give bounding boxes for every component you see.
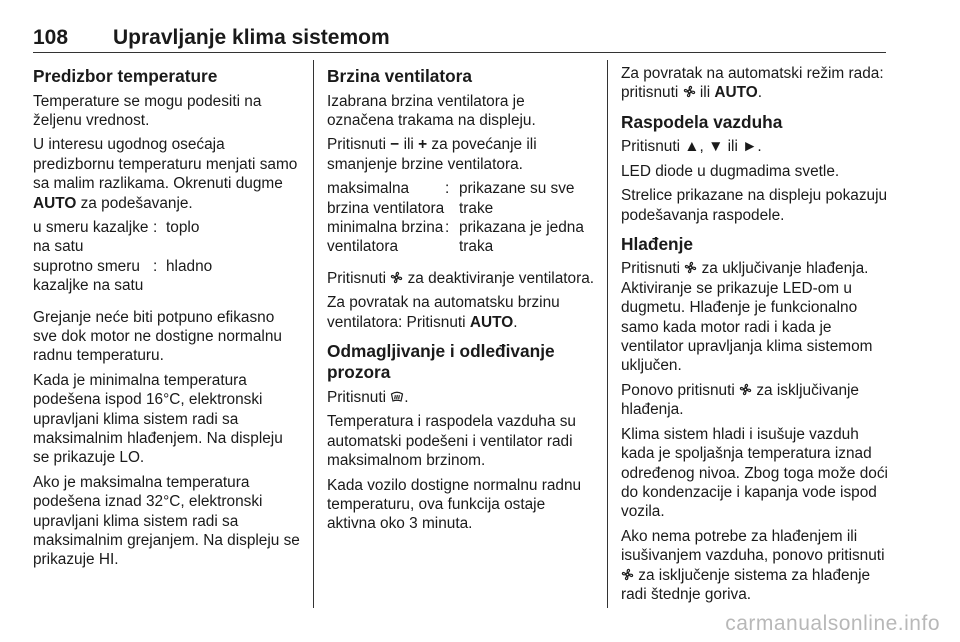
paragraph [327,388,595,407]
text: Pritisnuti [327,269,391,287]
windscreen-defrost-icon [390,389,404,403]
auto-key-label: AUTO [714,84,758,102]
column-divider [313,60,314,608]
paragraph [33,135,301,213]
paragraph: Kada je minimalna temperatura podešena ispod 16°C, elektronski upravljani klima sistem radi sa maksimalnim hlađenjem. Na displeju se prikazuje LO. [33,371,283,467]
table-cell-left: maksimalna brzina ventilatora [327,180,445,217]
column-2 [327,64,595,539]
fan-icon [621,568,634,581]
paragraph: Kada vozilo dostigne normalnu radnu temperaturu, ova funkcija ostaje aktivna oko 3 minuta. [327,476,582,533]
table-cell-left: u smeru kazaljke na satu [33,218,149,256]
paragraph: Grejanje neće biti potpuno efikasno sve dok motor ne dostigne normalnu radnu temperaturu. [33,308,282,365]
paragraph [621,64,889,103]
text: za deaktiviranje ventilatora. [403,269,595,287]
paragraph: Izabrana brzina ventilatora je označena trakama na displeju. [327,92,536,129]
text: Pritisnuti [621,138,685,156]
paragraph [327,135,595,174]
table-cell-sep: : [445,180,450,198]
page-header [33,26,886,50]
text: Ponovo pritisnuti [621,381,740,399]
text: za povećanje ili smanjenje brzine ventilatora. [327,136,537,173]
text: ili [399,136,419,154]
paragraph [327,269,595,288]
column-divider [607,60,608,608]
minus-icon: − [390,136,400,154]
text: , [699,138,709,156]
text: . [404,388,409,406]
text: za uključivanje hlađenja. Aktiviranje se prikazuje LED-om u dugmetu. Hlađenje je funkcionalno samo kada motor radi i kada je ventilator upravljanja klima sistemom uključen. [621,260,873,375]
arrow-down-icon: ▼ [708,138,724,156]
paragraph: Temperatura i raspodela vazduha su automatski podešeni i ventilator radi maksimalnom brzinom. [327,413,576,470]
text: . [513,313,518,331]
text: Ako nema potrebe za hlađenjem ili isušivanjem vazduha, ponovo pritisnuti [621,527,885,565]
arrow-up-icon: ▲ [684,138,700,156]
text: Pritisnuti [327,388,391,406]
section-heading: Odmagljivanje i odleđivanje prozora [327,340,555,383]
text: . [757,84,763,102]
watermark[interactable]: carmanualsonline.info [725,612,940,635]
paragraph: Ako je maksimalna temperatura podešena iznad 32°C, elektronski upravljani klima sistem radi sa maksimalnim grejanjem. Na displeju se prikazuje HI. [33,473,300,569]
table-cell-right: hladno [166,257,213,275]
fan-icon [739,383,752,396]
auto-key-label: AUTO [33,194,77,212]
text: Pritisnuti [327,136,391,154]
table-cell-sep: : [445,218,450,236]
paragraph [621,259,889,375]
header-rule [33,52,886,53]
fan-icon [684,261,697,274]
table-cell-left: suprotno smeru kazaljke na satu [33,257,144,295]
section-heading: Predizbor temperature [33,66,218,86]
text: Pritisnuti [621,260,685,278]
text: Za povratak na automatski režim rada: pritisnuti [621,65,884,102]
table-cell-right: toplo [166,218,200,236]
plus-icon: + [418,136,428,154]
page-number: 108 [33,26,69,49]
paragraph: LED diode u dugmadima svetle. [621,162,840,180]
text: za isključivanje hlađenja. [621,381,859,419]
paragraph: Temperature se mogu podesiti na željenu vrednost. [33,92,262,129]
table-cell-sep: : [153,257,158,275]
fan-icon [683,85,696,98]
arrow-right-icon: ► [742,138,758,156]
auto-key-label: AUTO [469,313,514,331]
text: za podešavanje. [76,194,193,212]
section-heading: Hlađenje [621,233,694,254]
paragraph [327,293,595,332]
paragraph [621,381,889,420]
paragraph [621,137,889,156]
knob-direction-table [33,218,301,296]
text: ili [695,84,715,102]
table-cell-left: minimalna brzina ventilatora [327,218,444,256]
page-title: Upravljanje klima sistemom [113,26,390,49]
table-cell-right: prikazana je jedna traka [459,218,584,256]
column-3 [621,64,889,609]
paragraph: Klima sistem hladi i isušuje vazduh kada je spoljašnja temperatura iznad određenog nivoa. Zbog toga može doći do kondenzacije i kapanja vode ispod vozila. [621,425,888,521]
text: U interesu ugodnog osećaja predizbornu temperaturu menjati samo sa malim razlikama. Okrenuti dugme [33,136,298,193]
section-heading: Brzina ventilatora [327,66,473,86]
text: ili [723,138,743,156]
fan-speed-table [327,179,595,257]
paragraph: Strelice prikazane na displeju pokazuju podešavanja raspodele. [621,187,888,224]
table-cell-right: prikazane su sve trake [459,180,575,217]
fan-icon [390,271,403,284]
column-1 [33,64,301,575]
text: Za povratak na automatsku brzinu ventilatora: Pritisnuti [327,294,560,331]
text: . [757,138,762,156]
section-heading: Raspodela vazduha [621,111,783,132]
table-cell-sep: : [153,218,158,236]
text: za isključenje sistema za hlađenje radi štednje goriva. [621,566,871,603]
paragraph [621,527,889,605]
